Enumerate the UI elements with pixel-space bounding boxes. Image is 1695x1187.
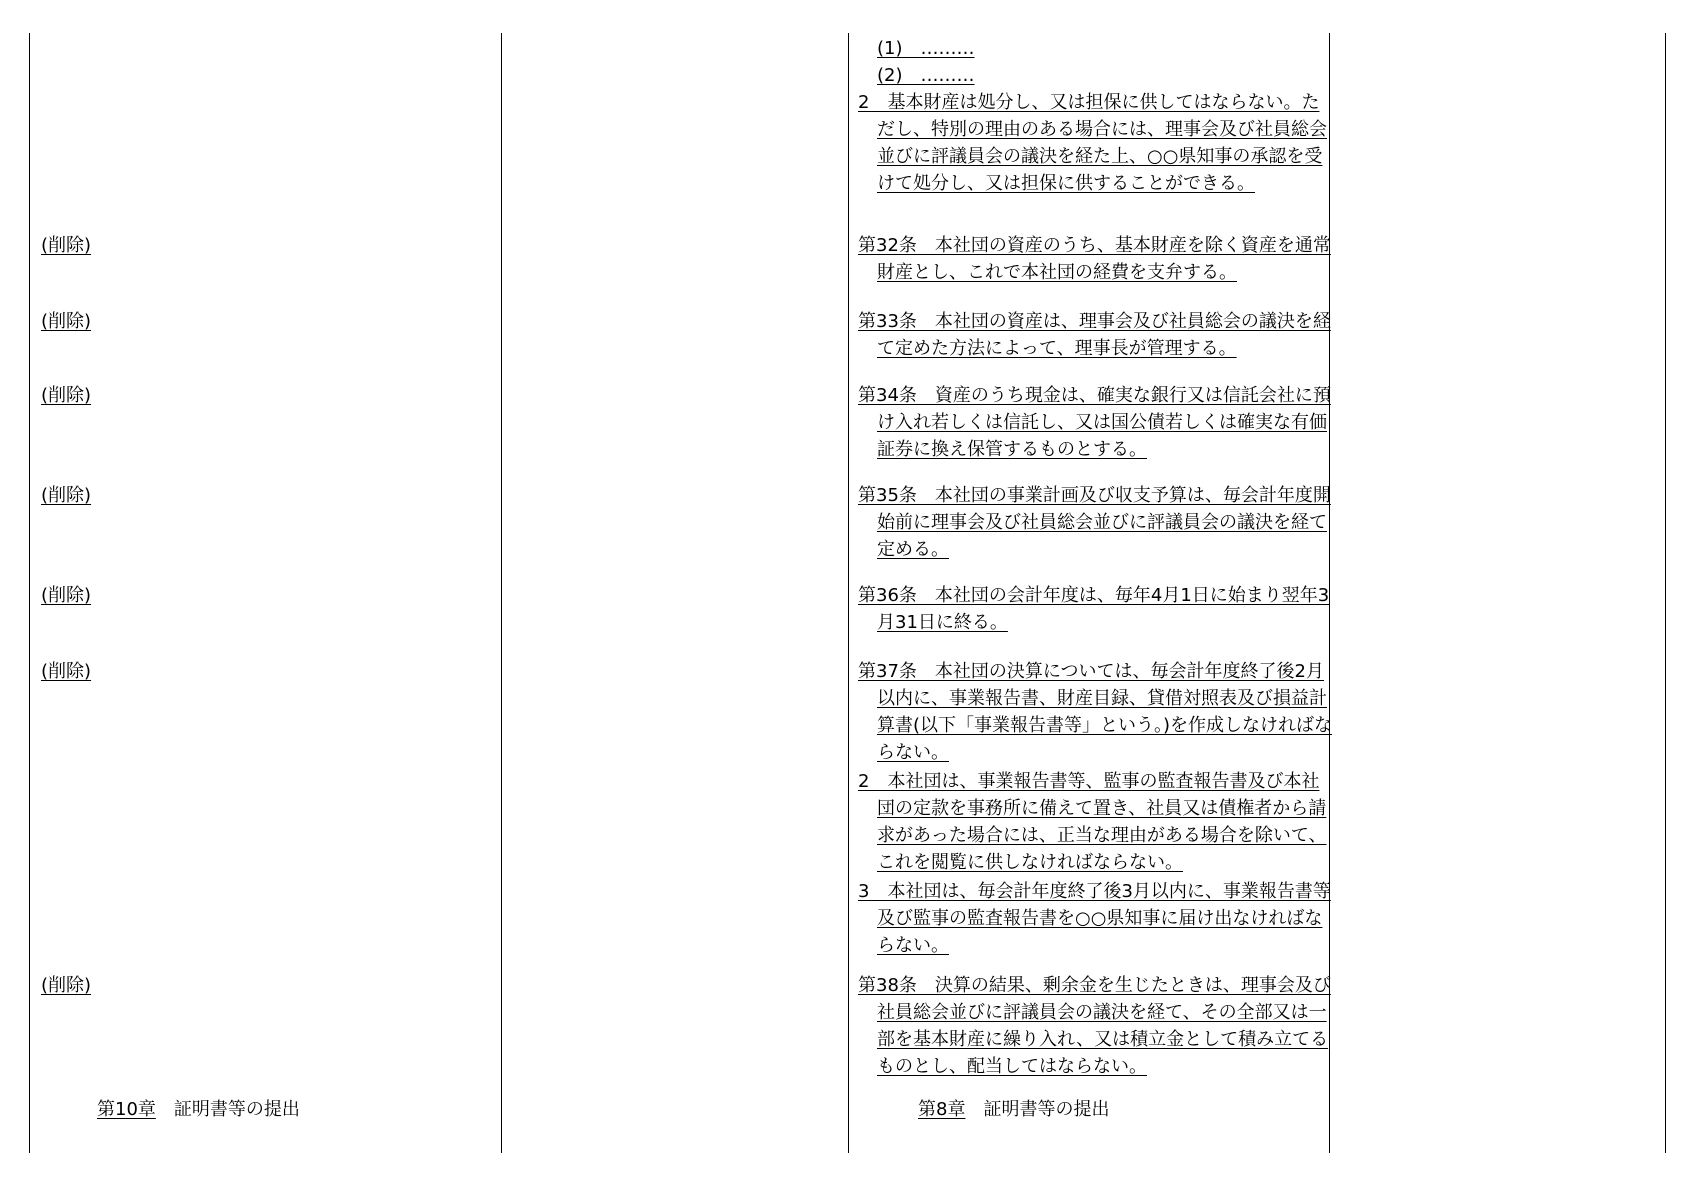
article-37-paragraph-2: 2 本社団は、事業報告書等、監事の監査報告書及び本社団の定款を事務所に備えて置き、社員又は債権者から請求があった場合には、正当な理由がある場合を除いて、これを閲覧に供しなければならない。: [858, 771, 1327, 873]
deleted-marker-32: (削除): [41, 235, 92, 256]
chapter-title: 証明書等の提出: [983, 1099, 1110, 1120]
column-divider-2: [501, 33, 502, 1153]
column-divider-3: [848, 33, 849, 1153]
deleted-marker-37: (削除): [41, 661, 92, 682]
article-38: 第38条 決算の結果、剰余金を生じたときは、理事会及び社員総会並びに評議員会の議決を経て、その全部又は一部を基本財産に繰り入れ、又は積立金として積み立てるものとし、配当してはならない。: [858, 975, 1331, 1077]
deleted-marker-36: (削除): [41, 585, 92, 606]
article-35: 第35条 本社団の事業計画及び収支予算は、毎会計年度開始前に理事会及び社員総会並びに評議員会の議決を経て定める。: [858, 485, 1331, 560]
article-31-paragraph-2: 2 基本財産は処分し、又は担保に供してはならない。ただし、特別の理由のある場合には、理事会及び社員総会並びに評議員会の議決を経た上、○○県知事の承認を受けて処分し、又は担保に供することができる。: [858, 92, 1327, 194]
chapter-title: 証明書等の提出: [173, 1099, 300, 1120]
article-37-paragraph-3: 3 本社団は、毎会計年度終了後3月以内に、事業報告書等及び監事の監査報告書を○○県知事に届け出なければならない。: [858, 881, 1331, 956]
sub-item-2: (2) ………: [877, 65, 975, 86]
deleted-marker-35: (削除): [41, 485, 92, 506]
chapter-number: 第10章: [97, 1099, 156, 1120]
chapter-heading: [97, 1096, 300, 1123]
article-37-paragraph-1: 第37条 本社団の決算については、毎会計年度終了後2月以内に、事業報告書、財産目録、貸借対照表及び損益計算書(以下「事業報告書等」という。)を作成しなければならない。: [858, 661, 1333, 763]
column-divider-1: [29, 33, 30, 1153]
article-36: 第36条 本社団の会計年度は、毎年4月1日に始まり翌年3月31日に終る。: [858, 585, 1330, 633]
article-33: 第33条 本社団の資産は、理事会及び社員総会の議決を経て定めた方法によって、理事長が管理する。: [858, 311, 1331, 359]
deleted-marker-34: (削除): [41, 385, 92, 406]
column-divider-5: [1665, 33, 1666, 1153]
chapter-number: 第8章: [918, 1099, 966, 1120]
sub-item-1: (1) ………: [877, 38, 975, 59]
deleted-marker-38: (削除): [41, 975, 92, 996]
article-34: 第34条 資産のうち現金は、確実な銀行又は信託会社に預け入れ若しくは信託し、又は国公債若しくは確実な有価証券に換え保管するものとする。: [858, 385, 1331, 460]
deleted-marker-33: (削除): [41, 311, 92, 332]
article-32: 第32条 本社団の資産のうち、基本財産を除く資産を通常財産とし、これで本社団の経費を支弁する。: [858, 235, 1331, 283]
chapter-heading: [918, 1096, 1109, 1123]
